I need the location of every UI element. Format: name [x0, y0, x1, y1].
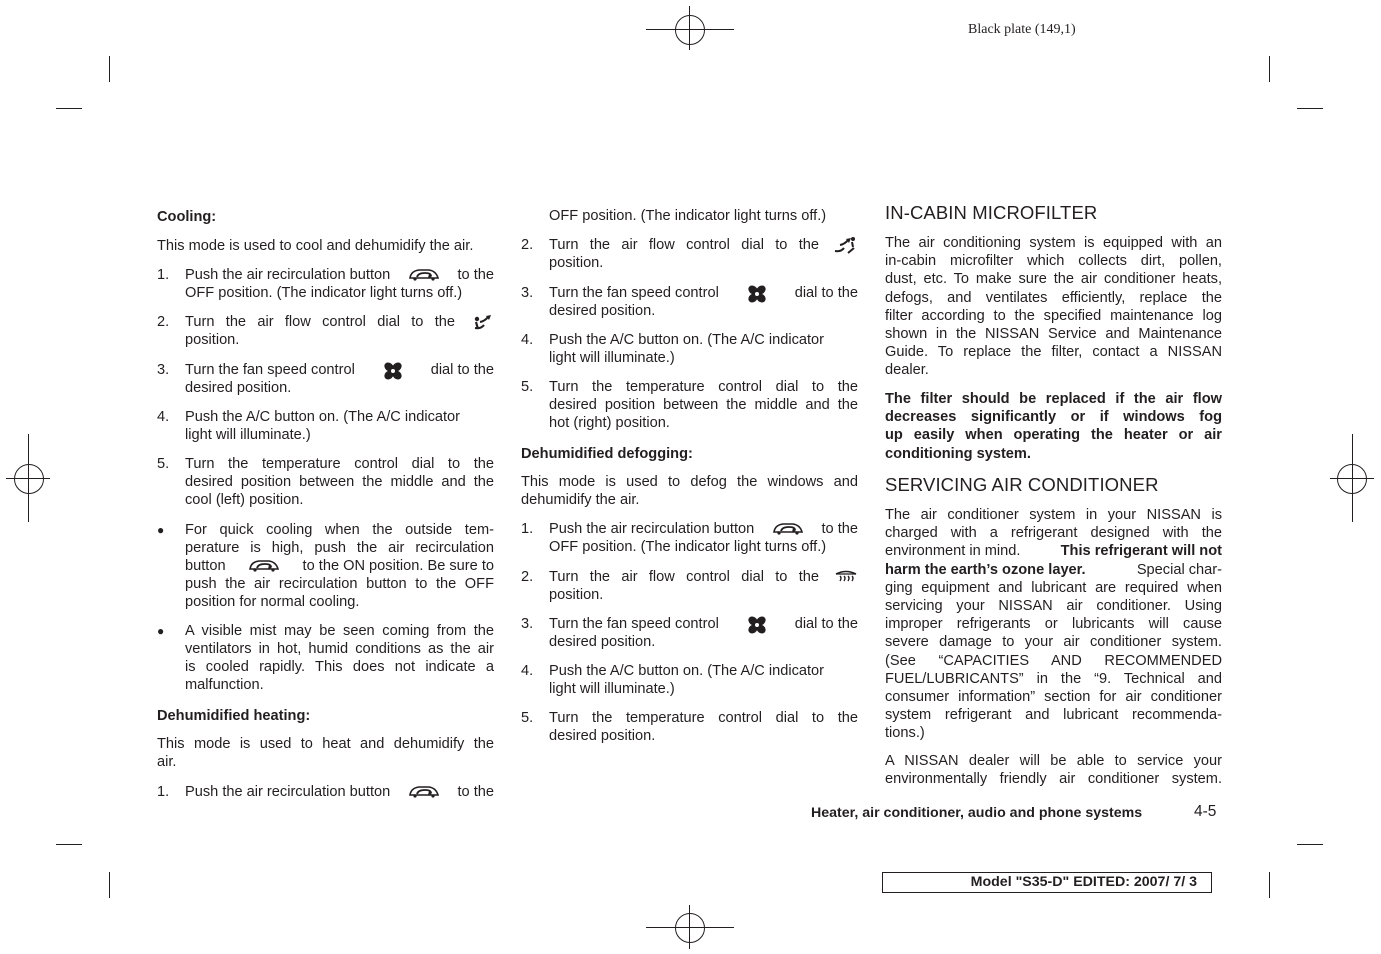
plate-label: Black plate (149,1) — [968, 22, 1076, 37]
heating-intro-line-1: This mode is used to heat and dehumidify the — [157, 736, 494, 752]
footer-section-title: Heater, air conditioner, audio and phone systems — [811, 805, 1143, 821]
vent-airflow-icon — [472, 313, 494, 338]
fan-icon — [747, 284, 767, 309]
filter-warning: The filter should be replaced if the air flow decreases significantly or if windows fog up easily when operating the heater or air conditioning system. — [885, 391, 1222, 462]
fan-icon — [383, 361, 403, 386]
cooling-heading: Cooling: — [157, 209, 217, 225]
dealer-paragraph: A NISSAN dealer will be able to service your environmentally friendly air conditioner system. — [885, 753, 1222, 788]
servicing-title: SERVICING AIR CONDITIONER — [885, 474, 1159, 495]
defrost-icon — [834, 568, 858, 589]
page-number: 4-5 — [1194, 803, 1217, 820]
bullet-marker: ● — [157, 523, 165, 537]
defogging-intro-line-1: This mode is used to defog the windows and — [521, 474, 858, 490]
microfilter-title: IN-CABIN MICROFILTER — [885, 202, 1098, 223]
heating-heading: Dehumidified heating: — [157, 708, 311, 724]
model-edit-box: Model "S35-D" EDITED: 2007/ 7/ 3 — [882, 872, 1212, 893]
bullet-marker: ● — [157, 624, 165, 638]
defogging-intro-line-2: dehumidify the air. — [521, 492, 640, 508]
continued-line: OFF position. (The indicator light turns off.) — [549, 208, 827, 224]
microfilter-paragraph: The air conditioning system is equipped with an in-cabin microfilter which collects dirt, pollen, dust, etc. To make sure the air conditioner heats, defogs, and ventilates efficiently, replace the filter according to the specified maintenance log shown in the NISSAN Service and Maintenance Guide. To replace the filter, contact a NISSAN dealer. — [885, 235, 1222, 379]
vent-airflow-icon — [832, 236, 858, 261]
defogging-heading: Dehumidified defogging: — [521, 446, 693, 462]
cooling-intro: This mode is used to cool and dehumidify the air. — [157, 238, 474, 254]
recirculation-icon — [407, 783, 441, 804]
heating-intro-line-2: air. — [157, 754, 177, 770]
fan-icon — [747, 615, 767, 640]
servicing-paragraph: The air conditioner system in your NISSAN is charged with a refrigerant designed with the environment in mind. This refrigerant will not harm the earth’s ozone layer. Special char- ging equipment and lubricant are required when servicing your NISSAN air conditioner. Using improper refrigerants or lubricants will cause severe damage to your air conditioner system. (See “CAPACITIES AND RECOMMENDED FUEL/LUBRICANTS” in the “9. Technical and consumer information” section for air conditioner system refrigerant and lubricant recommenda- tions.) — [885, 507, 1222, 742]
